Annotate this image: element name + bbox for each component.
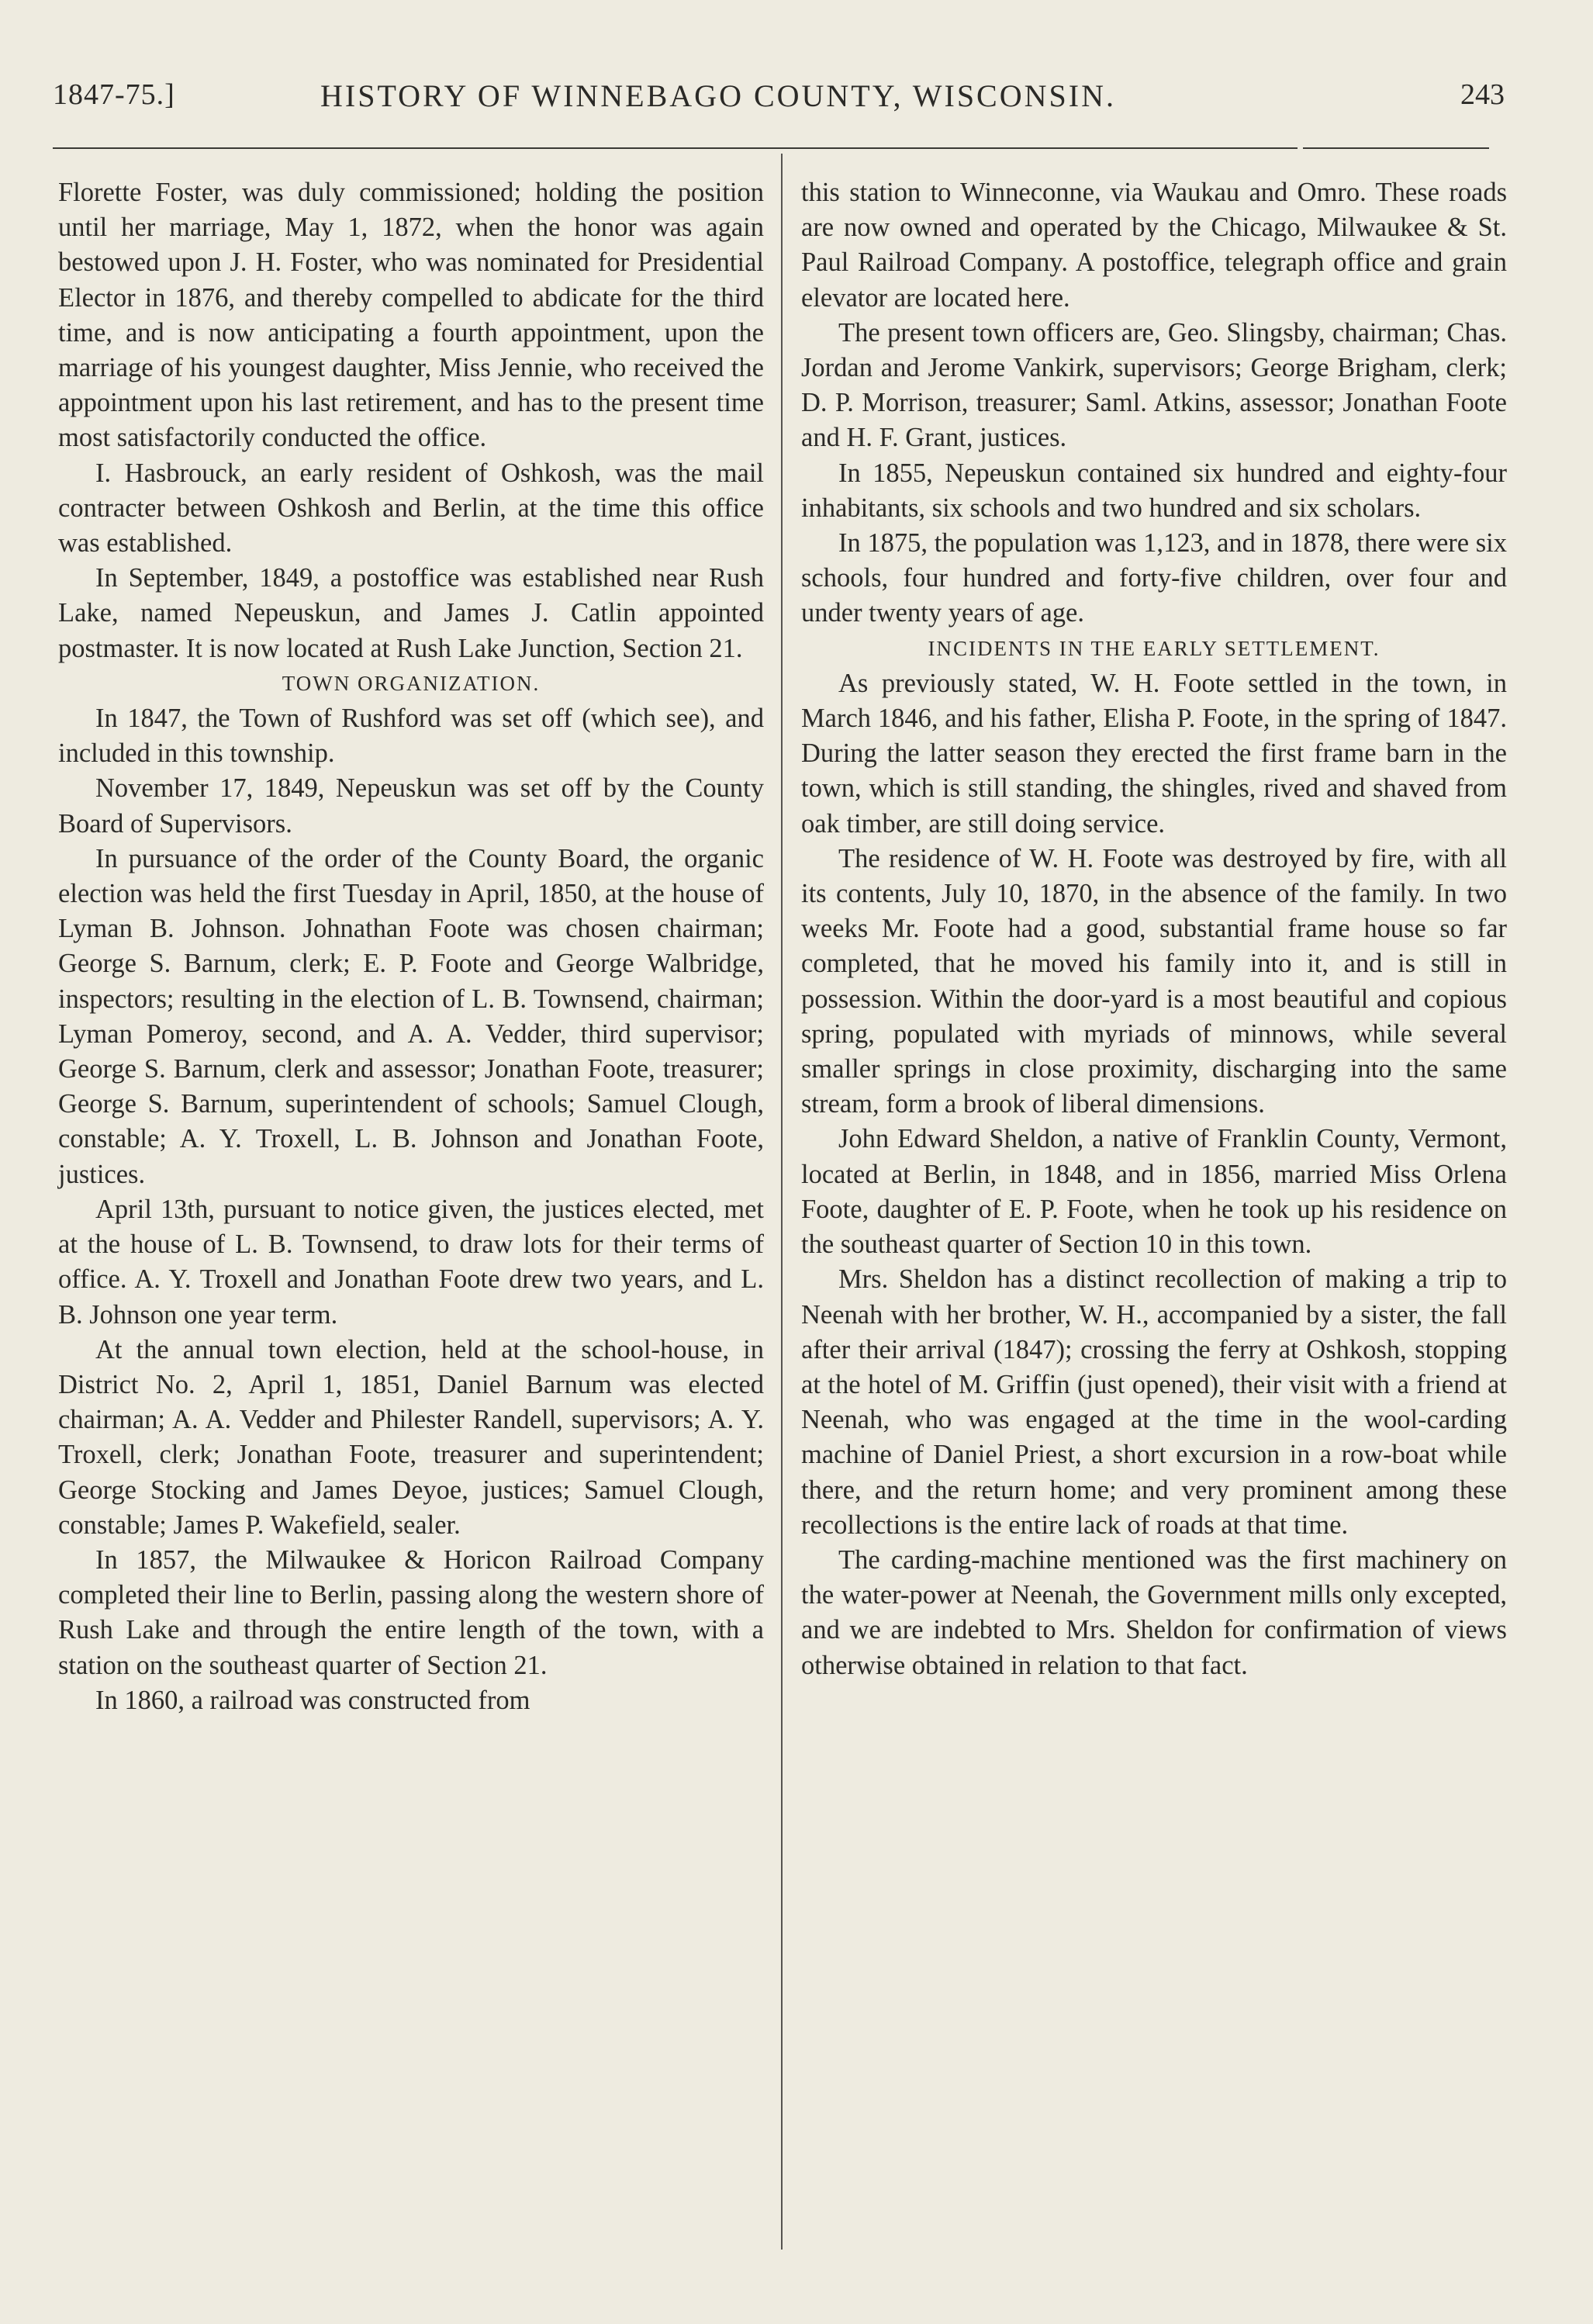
header-rule-end [1303, 147, 1489, 149]
section-heading: TOWN ORGANIZATION. [282, 671, 541, 695]
paragraph: In 1847, the Town of Rushford was set off (which see), and included in this township. [58, 704, 764, 769]
paragraph: In September, 1849, a postoffice was established near Rush Lake, named Nepeuskun, and James J. Catlin appointed postmaster. It is now located at Rush Lake Junction, Section 21. [58, 563, 764, 663]
right-column [801, 175, 1507, 2262]
section-heading: INCIDENTS IN THE EARLY SETTLEMENT. [928, 636, 1380, 660]
left-column [58, 175, 764, 2262]
paragraph: Mrs. Sheldon has a distinct recollection of making a trip to Neenah with her brother, W. H., accompanied by a sister, the fall after their arrival (1847); crossing the ferry at Oshkosh, stopping at the hotel of M. Griffin (just opened), their visit with a friend at Neenah, who was engaged at the time in the wool-carding machine of Daniel Priest, a short excursion in a row-boat while there, and the return home; and very prominent among these recollections is the entire lack of roads at that time. [801, 1264, 1507, 1540]
book-title: HISTORY OF WINNEBAGO COUNTY, WISCONSIN. [320, 78, 1116, 113]
paragraph: this station to Winneconne, via Waukau and Omro. These roads are now owned and operated by the Chicago, Milwaukee & St. Paul Railroad Company. A postoffice, telegraph office and grain elevator are located here. [801, 178, 1507, 313]
paragraph: In pursuance of the order of the County Board, the organic election was held the first Tuesday in April, 1850, at the house of Lyman B. Johnson. Johnathan Foote was chosen chairman; George S. Barnum, clerk; E. P. Foote and George Walbridge, inspectors; resulting in the election of L. B. Townsend, chairman; Lyman Pomeroy, second, and A. A. Vedder, third supervisor; George S. Barnum, clerk and assessor; Jonathan Foote, treasurer; George S. Barnum, superintendent of schools; Samuel Clough, constable; A. Y. Troxell, L. B. Johnson and Jonathan Foote, justices. [58, 843, 764, 1189]
paragraph: The residence of W. H. Foote was destroyed by fire, with all its contents, July 10, 1870, in the absence of the family. In two weeks Mr. Foote had a good, substantial frame house so far completed, that he moved his family into it, and is still in possession. Within the door-yard is a most beautiful and copious spring, populated with myriads of minnows, while several smaller springs in close proximity, discharging into the same stream, form a brook of liberal dimensions. [801, 843, 1507, 1119]
paragraph: In 1875, the population was 1,123, and in 1878, there were six schools, four hundred and forty-five children, over four and under twenty years of age. [801, 528, 1507, 628]
paragraph: In 1860, a railroad was constructed from [95, 1685, 530, 1715]
paragraph: The carding-machine mentioned was the first machinery on the water-power at Neenah, the Government mills only excepted, and we are indebted to Mrs. Sheldon for confirmation of views otherwise obtained in relation to that fact. [801, 1544, 1507, 1680]
paragraph: As previously stated, W. H. Foote settled in the town, in March 1846, and his father, Elisha P. Foote, in the spring of 1847. During the latter season they erected the first frame barn in the town, which is still standing, the shingles, rived and shaved from oak timber, are still doing service. [801, 668, 1507, 839]
paragraph: In 1857, the Milwaukee & Horicon Railroad Company completed their line to Berlin, passing along the western shore of Rush Lake and through the entire length of the town, with a station on the southeast quarter of Section 21. [58, 1544, 764, 1680]
column-divider [781, 154, 783, 2250]
paragraph: The present town officers are, Geo. Slingsby, chairman; Chas. Jordan and Jerome Vankirk, supervisors; George Brigham, clerk; D. P. Morrison, treasurer; Saml. Atkins, assessor; Jonathan Foote and H. F. Grant, justices. [801, 317, 1507, 453]
paragraph: At the annual town election, held at the school-house, in District No. 2, April 1, 1851, Daniel Barnum was elected chairman; A. A. Vedder and Philester Randell, supervisors; A. Y. Troxell, clerk; Jonathan Foote, treasurer and superintendent; George Stocking and James Deyoe, justices; Samuel Clough, constable; James P. Wakefield, sealer. [58, 1334, 764, 1540]
running-head [53, 78, 1511, 124]
paragraph: I. Hasbrouck, an early resident of Oshkosh, was the mail contracter between Oshkosh and Berlin, at the time this office was established. [58, 458, 764, 559]
header-rule [53, 147, 1298, 149]
paragraph: John Edward Sheldon, a native of Franklin County, Vermont, located at Berlin, in 1848, and in 1856, married Miss Orlena Foote, daughter of E. P. Foote, when he took up his residence on the southeast quarter of Section 10 in this town. [801, 1124, 1507, 1260]
paragraph: November 17, 1849, Nepeuskun was set off by the County Board of Supervisors. [58, 773, 764, 839]
date-range: 1847-75.] [53, 78, 175, 111]
paragraph: April 13th, pursuant to notice given, the justices elected, met at the house of L. B. Townsend, to draw lots for their terms of office. A. Y. Troxell and Jonathan Foote drew two years, and L. B. Johnson one year term. [58, 1194, 764, 1330]
page-number: 243 [1460, 78, 1505, 111]
paragraph: In 1855, Nepeuskun contained six hundred and eighty-four inhabitants, six schools and two hundred and six scholars. [801, 458, 1507, 523]
paragraph: Florette Foster, was duly commissioned; holding the position until her marriage, May 1, 1872, when the honor was again bestowed upon J. H. Foster, who was nominated for Presidential Elector in 1876, and thereby compelled to abdicate for the third time, and is now anticipating a fourth appointment, upon the marriage of his youngest daughter, Miss Jennie, who received the appointment upon his last retirement, and has to the present time most satisfactorily conducted the office. [58, 178, 764, 453]
